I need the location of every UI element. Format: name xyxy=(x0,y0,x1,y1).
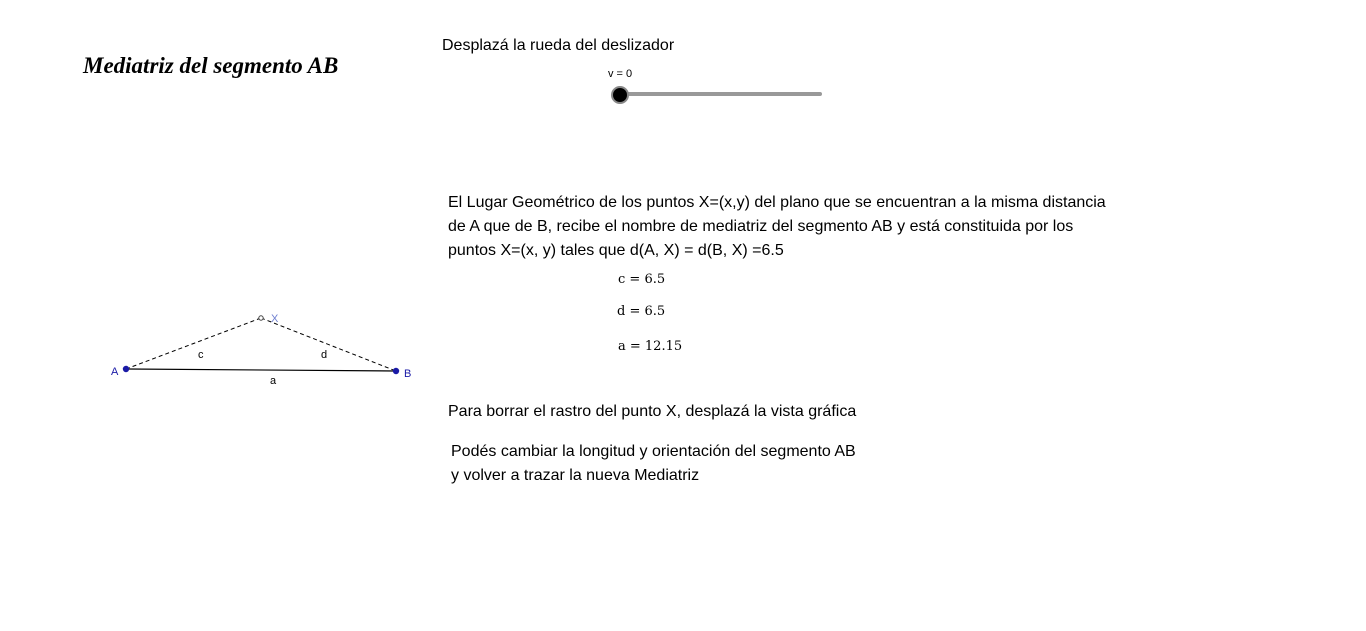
point-b[interactable] xyxy=(393,368,399,374)
slider-value-label: v = 0 xyxy=(608,68,633,80)
slider-track[interactable] xyxy=(620,92,822,96)
change-segment-note-line-2: y volver a trazar la nueva Mediatriz xyxy=(451,467,700,484)
definition-text xyxy=(448,191,1128,263)
measure-a: a = 12.15 xyxy=(618,339,683,354)
page-title: Mediatriz del segmento AB xyxy=(83,53,339,78)
erase-trace-note: Para borrar el rastro del punto X, desplazá la vista gráfica xyxy=(448,403,857,420)
point-x[interactable] xyxy=(259,316,263,320)
label-point-x: X xyxy=(271,313,279,325)
definition-line-1: El Lugar Geométrico de los puntos X=(x,y) del plano que se encuentran a la misma distancia xyxy=(448,194,1106,211)
geometry-view[interactable] xyxy=(0,0,440,420)
label-side-c: c xyxy=(198,349,204,361)
measure-d: d = 6.5 xyxy=(617,304,666,319)
label-side-d: d xyxy=(321,349,328,361)
segment-a[interactable] xyxy=(126,369,396,371)
slider-instruction: Desplazá la rueda del deslizador xyxy=(442,37,675,54)
point-a[interactable] xyxy=(123,366,129,372)
segment-d xyxy=(261,318,396,371)
label-side-a: a xyxy=(270,375,277,387)
change-segment-note-line-1: Podés cambiar la longitud y orientación del segmento AB xyxy=(451,443,856,460)
slider-handle[interactable] xyxy=(611,86,629,104)
definition-line-3: puntos X=(x, y) tales que d(A, X) = d(B, X) =6.5 xyxy=(448,242,784,259)
segment-c xyxy=(126,318,261,369)
label-point-a: A xyxy=(111,366,119,378)
definition-line-2: de A que de B, recibe el nombre de mediatriz del segmento AB y está constituida por los xyxy=(448,218,1074,235)
measure-c: c = 6.5 xyxy=(618,272,666,287)
label-point-b: B xyxy=(404,368,412,380)
